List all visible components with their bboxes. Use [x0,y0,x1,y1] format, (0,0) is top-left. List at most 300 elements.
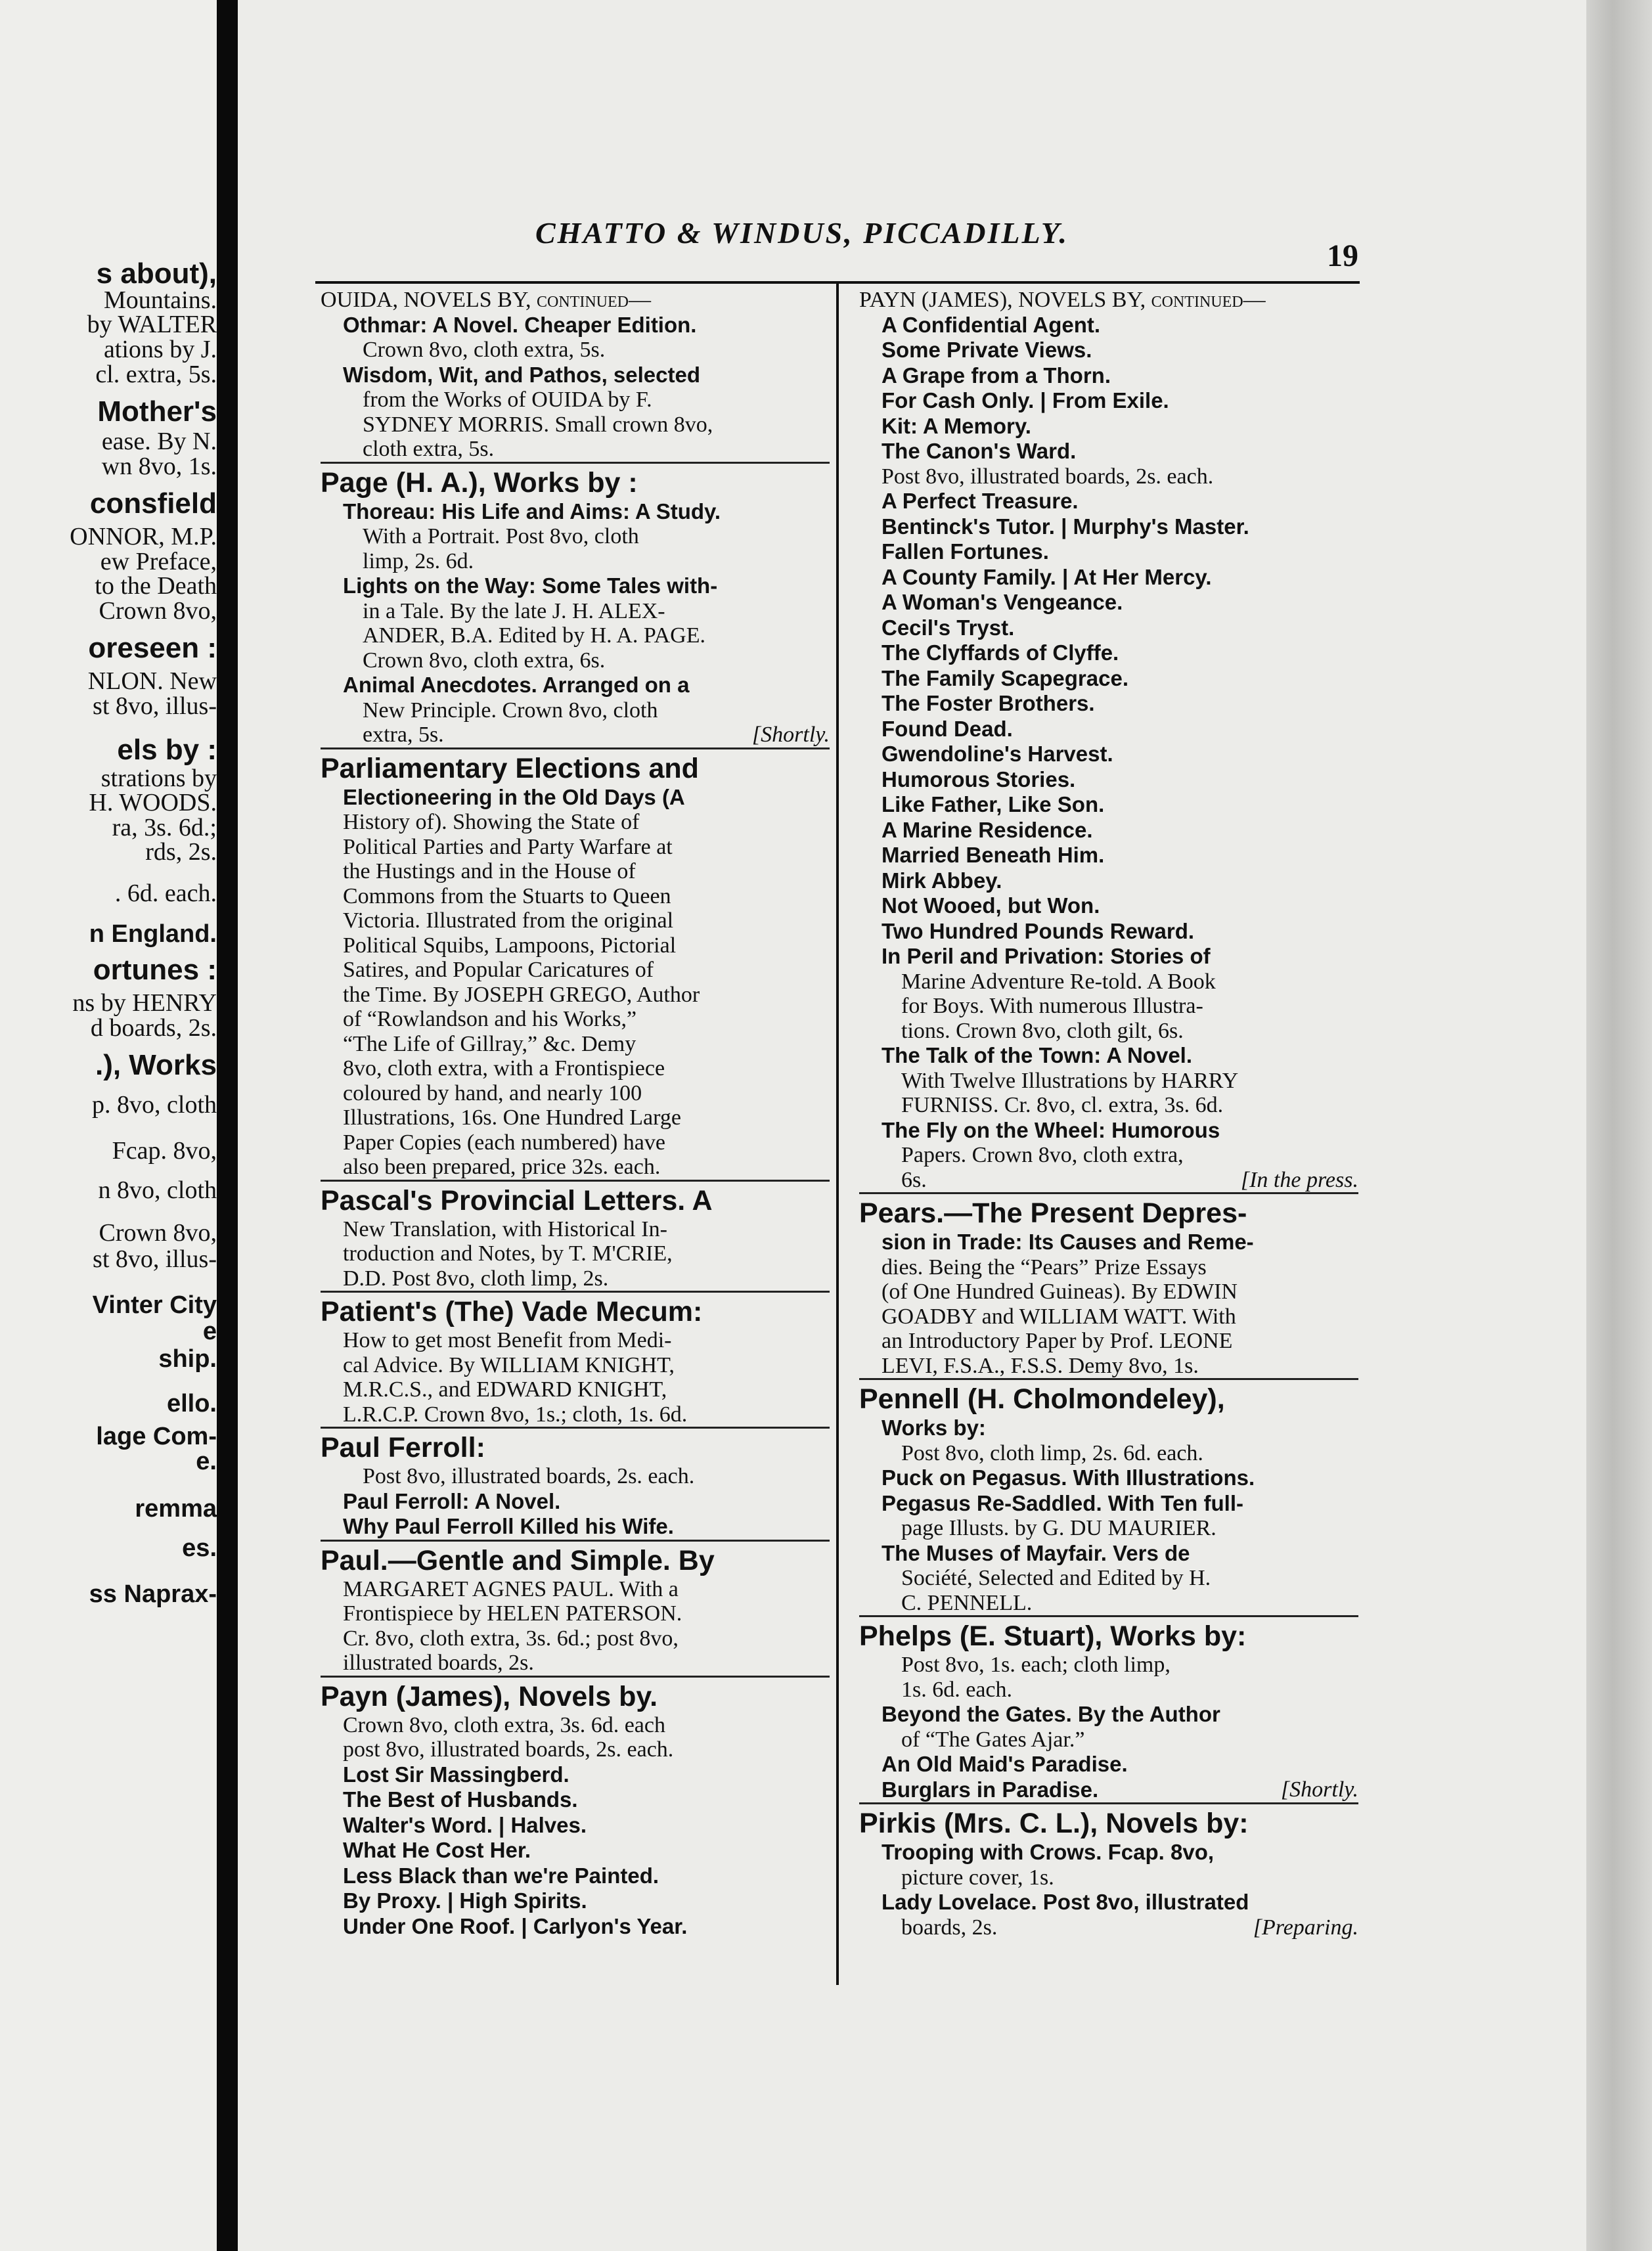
entry-text-line [321,1402,830,1427]
entry-text-line [321,723,830,747]
line-text: also been prepared, price 32s. each. [343,1155,661,1179]
line-text: L.R.C.P. Crown 8vo, 1s.; cloth, 1s. 6d. [343,1402,688,1427]
line-text: A Woman's Vengeance. [882,590,1123,614]
catalogue-entry [321,1676,830,1940]
entry-heading: Pirkis (Mrs. C. L.), Novels by: [859,1808,1249,1839]
facing-page-fragment: rds, 2s. [145,838,217,866]
book-title-line [859,565,1358,591]
page-number: 19 [1327,238,1358,273]
book-title-line [859,1043,1358,1069]
entry-text-line [859,1516,1358,1541]
line-text: FURNISS. Cr. 8vo, cl. extra, 3s. 6d. [901,1093,1224,1117]
line-text: the Time. By JOSEPH GREGO, Author [343,982,700,1007]
line-text: Animal Anecdotes. Arranged on a [343,673,690,697]
line-text: Burglars in Paradise. [882,1777,1099,1802]
line-text: Paper Copies (each numbered) have [343,1130,665,1155]
book-title-line [321,1813,830,1839]
line-text: Why Paul Ferroll Killed his Wife. [343,1514,674,1538]
line-text: Under One Roof. | Carlyon's Year. [343,1913,688,1938]
entry-text-line [321,933,830,958]
entry-heading: Page (H. A.), Works by : [321,466,638,499]
book-title-line [859,1230,1358,1255]
entry-text-line [859,1280,1358,1304]
book-title-line [859,944,1358,969]
line-text: Lost Sir Massingberd. [343,1762,569,1787]
line-text: Crown 8vo, cloth extra, 6s. [363,648,606,673]
book-title-line [859,313,1358,338]
book-title-line [859,843,1358,868]
line-text: Political Squibs, Lampoons, Pictorial [343,933,677,958]
book-title-line [859,615,1358,641]
entry-text-line [321,1081,830,1106]
entry-text-line [859,1329,1358,1354]
entry-heading: Paul.—Gentle and Simple. By [321,1544,715,1576]
line-text: Less Black than we're Painted. [343,1863,659,1888]
entry-text-line [321,1626,830,1651]
facing-page-fragment: remma [135,1495,217,1523]
line-text: Frontispiece by HELEN PATERSON. [343,1601,682,1626]
line-text: an Introductory Paper by Prof. LEONE [882,1329,1233,1353]
line-text: tions. Crown 8vo, cloth gilt, 6s. [901,1018,1184,1043]
facing-page-fragment: es. [182,1534,217,1562]
line-text: The Muses of Mayfair. Vers de [882,1540,1190,1565]
line-text: Bentinck's Tutor. | Murphy's Master. [882,514,1249,539]
line-text: Lady Lovelace. Post 8vo, illustrated [882,1890,1249,1914]
entry-text-line [321,338,830,363]
line-text: A Perfect Treasure. [882,489,1079,513]
book-title-line [321,1914,830,1940]
line-text: Victoria. Illustrated from the original [343,908,674,933]
facing-page-fragment: ease. By N. [101,428,217,455]
entry-heading: OUIDA, NOVELS BY, continued— [321,288,651,312]
facing-page-fragment: ra, 3s. 6d.; [112,814,217,841]
book-title-line [859,742,1358,767]
facing-page-fragment: to the Death [95,572,217,600]
facing-page-fragment: n England. [89,920,217,948]
line-text: Post 8vo, illustrated boards, 2s. each. [363,1464,695,1488]
entry-text-line [321,1007,830,1032]
book-title-line [859,1840,1358,1865]
line-text: The Clyffards of Clyffe. [882,640,1119,665]
facing-page-fragment: oreseen : [88,632,217,664]
entry-text-line [321,1464,830,1489]
line-text: Found Dead. [882,716,1013,741]
entry-text-line [321,437,830,462]
book-title-line [859,338,1358,363]
line-text: Wisdom, Wit, and Pathos, selected [343,362,701,387]
entry-heading: Pennell (H. Cholmondeley), [859,1383,1225,1415]
line-text: Crown 8vo, cloth extra, 5s. [363,338,606,362]
line-text: Some Private Views. [882,338,1092,362]
line-text: C. PENNELL. [901,1590,1033,1615]
right-column [859,288,1358,1940]
line-text: Paul Ferroll: A Novel. [343,1488,561,1513]
catalogue-entry [321,1540,830,1676]
line-text: Political Parties and Party Warfare at [343,834,673,859]
book-title-line [859,590,1358,615]
facing-page-fragment: ship. [158,1345,217,1373]
facing-page-fragment: cl. extra, 5s. [95,361,217,388]
line-text: Crown 8vo, cloth extra, 3s. 6d. each [343,1712,665,1737]
page-edge-right [1586,0,1652,2251]
entry-text-line [321,859,830,884]
entry-text-line [321,1651,830,1676]
facing-page-fragment: by WALTER [87,311,217,338]
line-text: Post 8vo, illustrated boards, 2s. each. [882,464,1214,489]
entry-text-line [321,1601,830,1626]
book-title-line [859,1491,1358,1517]
facing-page-fragment: H. WOODS. [89,789,217,816]
line-text: cal Advice. By WILLIAM KNIGHT, [343,1352,675,1377]
line-text: D.D. Post 8vo, cloth limp, 2s. [343,1266,609,1291]
line-text: ANDER, B.A. Edited by H. A. PAGE. [363,623,705,648]
book-gutter [217,0,238,2251]
line-text: coloured by hand, and nearly 100 [343,1081,642,1105]
entry-text-line [859,994,1358,1019]
facing-page-fragment: Fcap. 8vo, [112,1137,217,1165]
line-text: Papers. Crown 8vo, cloth extra, [901,1143,1184,1167]
entry-text-line [321,1032,830,1057]
entry-text-line [859,464,1358,489]
facing-page-fragment: ew Preface, [100,548,217,575]
entry-text-line [859,1019,1358,1044]
line-text: New Principle. Crown 8vo, cloth [363,698,658,723]
book-title-line [859,1465,1358,1491]
line-text: Société, Selected and Edited by H. [901,1566,1211,1590]
line-text: of “Rowlandson and his Works,” [343,1007,637,1031]
line-text: An Old Maid's Paradise. [882,1752,1128,1776]
entry-text-line [859,1653,1358,1678]
line-text: With Twelve Illustrations by HARRY [901,1068,1239,1093]
facing-page-fragment: ortunes : [93,954,217,986]
facing-page-fragment: ello. [166,1390,217,1417]
book-title-line [321,1514,830,1540]
book-title-line [859,414,1358,439]
book-title-line [859,868,1358,894]
line-text: (of One Hundred Guineas). By EDWIN [882,1280,1238,1304]
book-title-line [321,1863,830,1889]
line-text: Kit: A Memory. [882,413,1031,438]
entry-heading: Patient's (The) Vade Mecum: [321,1296,703,1327]
line-text: Illustrations, 16s. One Hundred Large [343,1105,681,1130]
line-text: Walter's Word. | Halves. [343,1812,587,1837]
entry-text-line [859,1591,1358,1616]
facing-page-fragment: lage Com- [96,1423,217,1450]
line-text: Works by: [882,1415,986,1440]
entry-heading: Phelps (E. Stuart), Works by: [859,1620,1247,1652]
line-text: What He Cost Her. [343,1838,531,1862]
entry-text-line [321,835,830,860]
line-text: cloth extra, 5s. [363,437,495,461]
entry-heading: Parliamentary Elections and [321,752,699,784]
line-text: Commons from the Stuarts to Queen [343,883,671,908]
line-text: The Best of Husbands. [343,1787,578,1812]
book-title-line [859,1541,1358,1567]
entry-text-line [321,1353,830,1378]
line-text: dies. Being the “Pears” Prize Essays [882,1255,1207,1280]
facing-page-fragment: wn 8vo, 1s. [101,453,217,480]
facing-page-fragment: e [202,1318,217,1345]
entry-text-line [321,884,830,909]
facing-page-fragment: st 8vo, illus- [93,1245,217,1273]
entry-text-line [321,1241,830,1266]
entry-text-line [321,1737,830,1762]
facing-page-fragment: NLON. New [87,667,217,695]
book-title-line [859,539,1358,565]
line-text: in a Tale. By the late J. H. ALEX- [363,598,665,623]
catalogue-entry [321,288,830,462]
line-text: Lights on the Way: Some Tales with- [343,573,718,598]
entry-heading: Payn (James), Novels by. [321,1680,658,1712]
line-text: Electioneering in the Old Days (A [343,784,685,809]
line-text: Post 8vo, cloth limp, 2s. 6d. each. [901,1440,1203,1465]
publication-status: [In the press. [1240,1167,1358,1192]
entry-text-line [321,983,830,1008]
entry-text-line [859,1304,1358,1329]
book-title-line [321,313,830,338]
line-text: The Canon's Ward. [882,439,1077,463]
facing-page-fragment: ss Naprax- [89,1580,217,1608]
entry-text-line [321,958,830,983]
book-title-line [321,1838,830,1863]
line-text: By Proxy. | High Spirits. [343,1888,587,1913]
book-title-line [321,1762,830,1788]
book-title-line [859,439,1358,464]
line-text: How to get most Benefit from Medi- [343,1328,672,1352]
entry-text-line [321,623,830,648]
entry-text-line [321,1713,830,1738]
book-title-line [859,1702,1358,1727]
book-title-line [859,666,1358,692]
line-text: Post 8vo, 1s. each; cloth limp, [901,1653,1171,1677]
facing-page-fragment: Vinter City [92,1291,217,1319]
book-title-line [859,691,1358,717]
line-text: “The Life of Gillray,” &c. Demy [343,1031,636,1056]
entry-heading: Paul Ferroll: [321,1432,485,1463]
line-text: The Foster Brothers. [882,691,1095,715]
line-text: of “The Gates Ajar.” [901,1727,1085,1752]
line-text: Beyond the Gates. By the Author [882,1702,1220,1726]
line-text: illustrated boards, 2s. [343,1651,534,1675]
catalogue-entry [321,1427,830,1540]
line-text: SYDNEY MORRIS. Small crown 8vo, [363,412,713,437]
facing-page-fragment: Crown 8vo, [99,1219,217,1247]
line-text: page Illusts. by G. DU MAURIER. [901,1516,1217,1540]
line-text: With a Portrait. Post 8vo, cloth [363,524,639,548]
book-title-line [859,1118,1358,1144]
book-title-line [859,1890,1358,1915]
facing-page-fragment: d boards, 2s. [90,1014,217,1042]
line-text: Gwendoline's Harvest. [882,742,1113,766]
entry-text-line [321,1328,830,1353]
entry-text-line [859,1143,1358,1168]
line-text: GOADBY and WILLIAM WATT. With [882,1304,1236,1329]
facing-page-fragment: strations by [100,765,217,792]
catalogue-entry [859,288,1358,1192]
line-text: Humorous Stories. [882,767,1076,791]
book-title-line [321,785,830,811]
facing-page-fragment: ns by HENRY [72,989,217,1017]
line-text: Marine Adventure Re-told. A Book [901,969,1216,994]
book-title-line [859,792,1358,818]
entry-text-line [321,524,830,549]
line-text: A Grape from a Thorn. [882,363,1111,388]
line-text: 1s. 6d. each. [901,1677,1013,1702]
column-divider [836,284,839,1985]
catalogue-entry [859,1802,1358,1940]
book-title-line [859,1415,1358,1441]
book-title-line [321,1489,830,1515]
line-text: Puck on Pegasus. With Illustrations. [882,1465,1255,1490]
book-title-line [321,1787,830,1813]
line-text: for Boys. With numerous Illustra- [901,994,1203,1018]
line-text: MARGARET AGNES PAUL. With a [343,1576,679,1601]
facing-page-fragment: els by : [117,734,217,766]
book-title-line [859,717,1358,742]
facing-page-fragment: st 8vo, illus- [93,692,217,720]
facing-page-fragment: s about), [96,257,217,290]
catalogue-entry [859,1615,1358,1802]
facing-page-fragment: e. [196,1448,217,1475]
entry-text-line [321,1266,830,1291]
catalogue-entry [321,747,830,1180]
entry-text-line [859,1354,1358,1379]
line-text: Mirk Abbey. [882,868,1002,893]
entry-text-line [321,549,830,574]
publication-status: [Shortly. [1280,1777,1358,1802]
entry-text-line [321,1105,830,1130]
book-title-line [859,1752,1358,1777]
line-text: Cr. 8vo, cloth extra, 3s. 6d.; post 8vo, [343,1626,679,1651]
facing-page-left [0,0,217,2251]
book-title-line [321,1888,830,1914]
left-column [321,288,830,1939]
line-text: post 8vo, illustrated boards, 2s. each. [343,1737,674,1762]
line-text: troduction and Notes, by T. M'CRIE, [343,1241,673,1266]
facing-page-fragment: Mother's [97,395,217,428]
line-text: A Confidential Agent. [882,312,1101,337]
line-text: Othmar: A Novel. Cheaper Edition. [343,312,697,337]
facing-page-fragment: Mountains. [103,286,217,314]
catalogue-entry [321,1180,830,1291]
line-text: Thoreau: His Life and Aims: A Study. [343,499,721,524]
facing-page-fragment: n 8vo, cloth [98,1176,217,1204]
entry-text-line [859,1727,1358,1752]
line-text: from the Works of OUIDA by F. [363,388,652,412]
line-text: For Cash Only. | From Exile. [882,388,1169,412]
line-text: The Fly on the Wheel: Humorous [882,1117,1220,1142]
line-text: Not Wooed, but Won. [882,893,1100,918]
book-title-line [859,388,1358,414]
line-text: 8vo, cloth extra, with a Frontispiece [343,1056,665,1081]
line-text: LEVI, F.S.A., F.S.S. Demy 8vo, 1s. [882,1353,1199,1378]
line-text: Two Hundred Pounds Reward. [882,918,1195,943]
book-title-line [859,489,1358,514]
entry-text-line [859,1168,1358,1193]
entry-text-line [321,810,830,835]
entry-text-line [321,908,830,933]
line-text: Fallen Fortunes. [882,539,1049,564]
line-text: Like Father, Like Son. [882,792,1105,816]
entry-text-line [321,1155,830,1180]
publication-status: [Preparing. [1253,1915,1358,1940]
entry-text-line [859,1566,1358,1591]
line-text: New Translation, with Historical In- [343,1216,667,1241]
line-text: Trooping with Crows. Fcap. 8vo, [882,1840,1215,1864]
book-title-line [321,499,830,525]
book-title-line [859,893,1358,919]
facing-page-fragment: ations by J. [103,336,217,363]
entry-text-line [859,1255,1358,1280]
catalogue-entry [859,1192,1358,1378]
entry-text-line [859,1865,1358,1890]
book-title-line [859,767,1358,793]
entry-text-line [321,1217,830,1242]
entry-text-line [321,1377,830,1402]
book-title-line [859,1777,1358,1803]
catalogue-entry [321,462,830,747]
entry-text-line [321,412,830,437]
running-head: CHATTO & WINDUS, PICCADILLY. [535,216,1069,250]
line-text: the Hustings and in the House of [343,859,636,883]
entry-text-line [859,969,1358,994]
facing-page-fragment: consfield [89,487,217,520]
line-text: Cecil's Tryst. [882,615,1015,640]
line-text: M.R.C.S., and EDWARD KNIGHT, [343,1377,667,1402]
entry-heading: Pascal's Provincial Letters. A [321,1184,713,1216]
line-text: The Family Scapegrace. [882,665,1129,690]
line-text: A Marine Residence. [882,817,1093,842]
entry-heading: PAYN (JAMES), NOVELS BY, continued— [859,288,1266,312]
facing-page-fragment: . 6d. each. [114,880,217,907]
book-title-line [321,673,830,698]
entry-text-line [859,1915,1358,1940]
line-text: A County Family. | At Her Mercy. [882,564,1212,589]
facing-page-fragment: ONNOR, M.P. [70,523,217,550]
entry-text-line [321,1577,830,1602]
line-text: picture cover, 1s. [901,1865,1054,1890]
line-text: Pegasus Re-Saddled. With Ten full- [882,1490,1243,1515]
entry-text-line [321,698,830,723]
line-text: History of). Showing the State of [343,810,640,834]
book-title-line [859,818,1358,843]
line-text: limp, 2s. 6d. [363,548,474,573]
publication-status: [Shortly. [751,723,830,747]
line-text: extra, 5s. [363,723,444,747]
line-text: In Peril and Privation: Stories of [882,944,1211,968]
book-title-line [859,640,1358,666]
catalogue-entry [859,1378,1358,1615]
entry-text-line [859,1069,1358,1094]
entry-text-line [859,1441,1358,1466]
line-text: Satires, and Popular Caricatures of [343,958,654,982]
book-title-line [859,919,1358,945]
book-title-line [859,514,1358,540]
facing-page-fragment: p. 8vo, cloth [92,1091,217,1119]
line-text: boards, 2s. [901,1915,998,1940]
book-title-line [321,573,830,599]
line-text: sion in Trade: Its Causes and Reme- [882,1230,1254,1254]
book-title-line [859,363,1358,389]
entry-text-line [321,1130,830,1155]
entry-text-line [859,1678,1358,1703]
facing-page-fragment: Crown 8vo, [99,597,217,625]
entry-text-line [321,1056,830,1081]
book-title-line [321,363,830,388]
entry-text-line [321,648,830,673]
facing-page-fragment: .), Works [95,1049,217,1081]
line-text: The Talk of the Town: A Novel. [882,1043,1193,1067]
